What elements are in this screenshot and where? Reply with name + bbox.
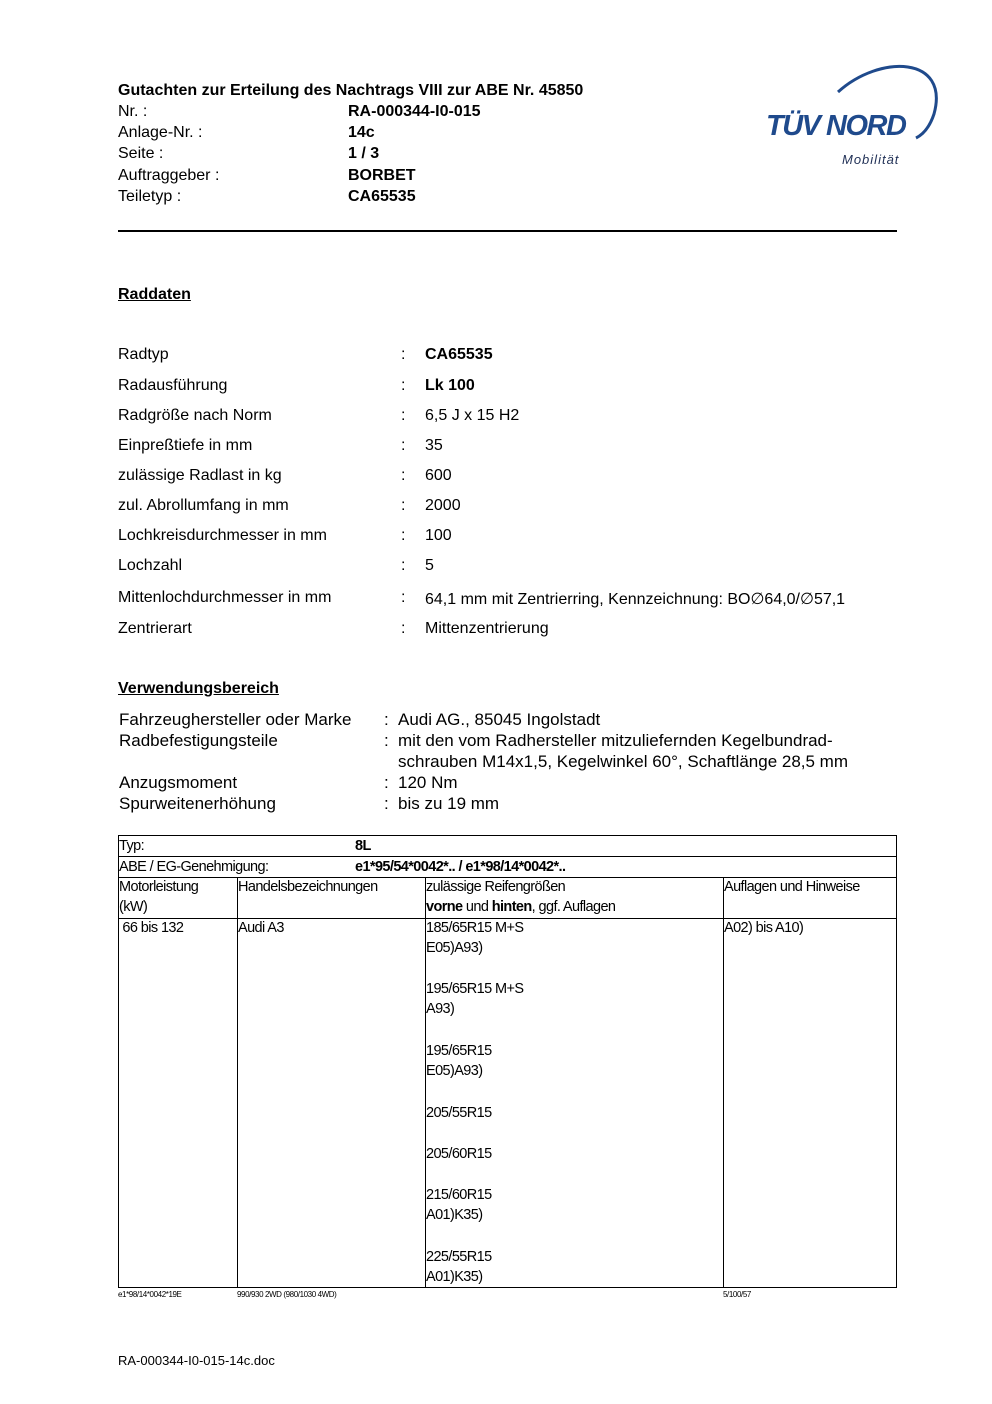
cell-name: Audi A3 — [238, 920, 284, 936]
row-value: bis zu 19 mm — [398, 794, 500, 813]
table-line — [425, 877, 426, 1287]
col-header-power: Motorleistung — [119, 879, 199, 895]
row-label: Radausführung — [118, 377, 228, 394]
row-value: Audi AG., 85045 Ingolstadt — [398, 710, 601, 729]
tyre-note: A01)K35) — [426, 1207, 483, 1223]
row-label: Radtyp — [118, 346, 169, 363]
vehicle-table — [118, 835, 897, 1288]
footer-filename: RA-000344-I0-015-14c.doc — [118, 1353, 275, 1368]
col-header-notes: Auflagen und Hinweise — [724, 879, 860, 895]
abe-label: ABE / EG-Genehmigung: — [119, 859, 269, 875]
raddaten-row — [118, 346, 918, 368]
header-value: 1 / 3 — [348, 145, 380, 162]
logo-text: TÜV NORD — [766, 110, 906, 142]
table-line — [119, 856, 896, 857]
row-colon: : — [401, 407, 406, 424]
row-value: 600 — [425, 467, 452, 484]
row-colon: : — [401, 346, 406, 363]
row-colon: : — [401, 557, 406, 574]
footnote-pcd: 5/100/57 — [723, 1290, 751, 1299]
header-value: 14c — [348, 124, 375, 141]
row-label: zul. Abrollumfang in mm — [118, 497, 289, 514]
raddaten-row — [118, 377, 918, 399]
raddaten-row — [118, 407, 918, 429]
row-label: Lochkreisdurchmesser in mm — [118, 527, 327, 544]
row-value: 35 — [425, 437, 443, 454]
row-value: Mittenzentrierung — [425, 620, 549, 637]
row-value: 6,5 J x 15 H2 — [425, 407, 520, 424]
abe-value: e1*95/54*0042*.. / e1*98/14*0042*.. — [355, 859, 566, 875]
table-line — [237, 877, 238, 1287]
tyre-note: E05)A93) — [426, 1063, 483, 1079]
header-bold-rear: hinten — [491, 899, 532, 915]
tyre-size: 195/65R15 M+S — [426, 981, 524, 997]
section-heading-raddaten: Raddaten — [118, 286, 191, 303]
footnote-weights: 990/930 2WD (980/1030 4WD) — [237, 1290, 337, 1299]
document-title: Gutachten zur Erteilung des Nachtrags VIII zur ABE Nr. 45850 — [118, 82, 584, 99]
row-colon: : — [401, 589, 406, 606]
row-colon: : — [384, 794, 389, 813]
cell-notes: A02) bis A10) — [724, 920, 804, 936]
header-bold-front: vorne — [426, 899, 463, 915]
row-value: 2000 — [425, 497, 461, 514]
row-label: Zentrierart — [118, 620, 192, 637]
tyre-size: 205/55R15 — [426, 1105, 492, 1121]
tyre-size: 215/60R15 — [426, 1187, 492, 1203]
row-value: CA65535 — [425, 346, 493, 363]
row-label: Radgröße nach Norm — [118, 407, 272, 424]
table-line — [119, 877, 896, 878]
tyre-note: A93) — [426, 1001, 455, 1017]
header-value: CA65535 — [348, 188, 416, 205]
header-label: Nr. : — [118, 103, 148, 120]
row-colon: : — [401, 377, 406, 394]
tuv-nord-logo — [760, 58, 940, 170]
row-label: zulässige Radlast in kg — [118, 467, 282, 484]
row-colon: : — [401, 467, 406, 484]
header-rest: , ggf. Auflagen — [531, 899, 616, 915]
logo-subtitle: Mobilität — [842, 152, 900, 167]
row-value: mit den vom Radhersteller mitzuliefernden Kegelbundrad- — [398, 731, 833, 750]
row-label: Anzugsmoment — [119, 773, 238, 792]
row-label: Radbefestigungsteile — [119, 731, 278, 750]
row-colon: : — [401, 620, 406, 637]
row-label: Lochzahl — [118, 557, 183, 574]
row-colon: : — [384, 773, 389, 792]
tyre-size: 185/65R15 M+S — [426, 920, 524, 936]
table-line — [119, 918, 896, 919]
row-colon: : — [384, 710, 389, 729]
typ-label: Typ: — [119, 838, 144, 854]
raddaten-row — [118, 589, 918, 611]
table-line — [723, 877, 724, 1287]
row-label: Spurweitenerhöhung — [119, 794, 276, 813]
col-header-names: Handelsbezeichnungen — [238, 879, 378, 895]
header-label: Auftraggeber : — [118, 167, 220, 184]
row-value: Lk 100 — [425, 377, 475, 394]
tyre-note: E05)A93) — [426, 940, 483, 956]
header-divider — [118, 230, 897, 232]
tyre-size: 205/60R15 — [426, 1146, 492, 1162]
tyre-size: 195/65R15 — [426, 1043, 492, 1059]
typ-value: 8L — [355, 838, 371, 854]
raddaten-row — [118, 497, 918, 519]
header-label: Seite : — [118, 145, 164, 162]
section-heading-verwendungsbereich: Verwendungsbereich — [118, 680, 279, 697]
row-value: 5 — [425, 557, 434, 574]
row-value: 64,1 mm mit Zentrierring, Kennzeichnung: BO∅64,0/∅57,1 — [425, 591, 846, 608]
header-value: RA-000344-I0-015 — [348, 103, 481, 120]
tyre-note: A01)K35) — [426, 1269, 483, 1285]
header-label: Teiletyp : — [118, 188, 182, 205]
row-colon: : — [384, 731, 389, 750]
row-label: Einpreßtiefe in mm — [118, 437, 253, 454]
row-label: Fahrzeughersteller oder Marke — [119, 710, 352, 729]
row-colon: : — [401, 437, 406, 454]
col-header-tyres-sub — [426, 899, 615, 915]
row-colon: : — [401, 497, 406, 514]
raddaten-row — [118, 527, 918, 549]
row-value: schrauben M14x1,5, Kegelwinkel 60°, Schaftlänge 28,5 mm — [398, 752, 849, 771]
row-colon: : — [401, 527, 406, 544]
row-value: 100 — [425, 527, 452, 544]
raddaten-row — [118, 437, 918, 459]
header-mid: und — [462, 899, 492, 915]
tyre-size: 225/55R15 — [426, 1249, 492, 1265]
raddaten-row — [118, 557, 918, 579]
col-header-tyres: zulässige Reifengrößen — [426, 879, 566, 895]
cell-power: 66 bis 132 — [119, 920, 184, 936]
row-label: Mittenlochdurchmesser in mm — [118, 589, 332, 606]
footnote-approval: e1*98/14*0042*19E — [118, 1290, 182, 1299]
raddaten-row — [118, 620, 918, 642]
row-value: 120 Nm — [398, 773, 458, 792]
raddaten-row — [118, 467, 918, 489]
col-header-power-unit: (kW) — [119, 899, 148, 915]
header-label: Anlage-Nr. : — [118, 124, 203, 141]
header-value: BORBET — [348, 167, 416, 184]
